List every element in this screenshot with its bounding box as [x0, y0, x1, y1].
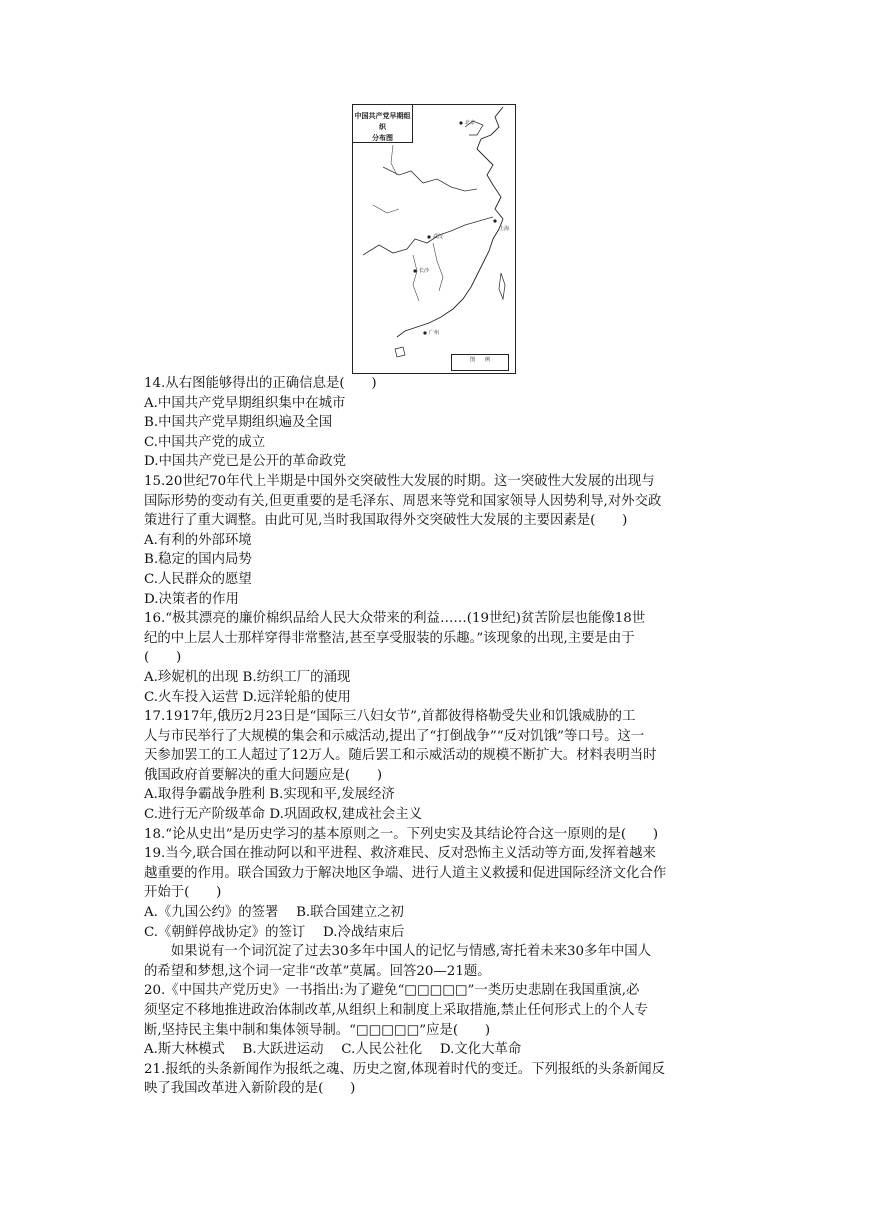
text-line: 如果说有一个词沉淀了过去30多年中国人的记忆与情感,寄托着未来30多年中国人	[170, 944, 652, 960]
text-line: C.中国共产党的成立	[144, 434, 266, 450]
text-line: C.《朝鲜停战协定》的签订 D.冷战结束后	[144, 924, 405, 940]
text-line: A.《九国公约》的签署 B.联合国建立之初	[144, 905, 404, 921]
text-line: A.取得争霸战争胜利 B.实现和平,发展经济	[144, 787, 395, 803]
text-line: ( )	[144, 650, 182, 666]
text-line: A.斯大林模式 B.大跃进运动 C.人民公社化 D.文化大革命	[144, 1042, 522, 1058]
text-line: A.中国共产党早期组织集中在城市	[144, 395, 346, 411]
text-line: C.进行无产阶级革命 D.巩固政权,建成社会主义	[144, 807, 423, 823]
text-line: 策进行了重大调整。由此可见,当时我国取得外交突破性大发展的主要因素是( )	[144, 513, 628, 529]
text-line: D.中国共产党已是公开的革命政党	[144, 454, 346, 470]
text-line: B.中国共产党早期组织遍及全国	[144, 415, 333, 431]
text-line: 越重要的作用。联合国致力于解决地区争端、进行人道主义救援和促进国际经济文化合作	[144, 865, 667, 881]
text-line: B.稳定的国内局势	[144, 552, 252, 568]
city-label-shanghai: 上海	[499, 226, 510, 232]
text-line: 天参加罢工的工人超过了12万人。随后罢工和示威活动的规模不断扩大。材料表明当时	[144, 748, 657, 764]
map-title-line2: 分布图	[372, 134, 393, 142]
text-line: 17.1917年,俄历2月23日是“国际三八妇女节”,首都彼得格勒受失业和饥饿威胁的工	[144, 709, 636, 725]
map-title	[353, 105, 413, 143]
text-line: 21.报纸的头条新闻作为报纸之魂、历史之窗,体现着时代的变迁。下列报纸的头条新闻反	[144, 1061, 666, 1077]
legend-title: 图 例	[469, 357, 490, 363]
text-line: D.决策者的作用	[144, 591, 239, 607]
text-line: C.人民群众的愿望	[144, 571, 252, 587]
text-line: 16.“极其漂亮的廉价棉织品给人民大众带来的利益……(19世纪)贫苦阶层也能像18世	[144, 611, 646, 627]
question-text	[144, 374, 734, 1099]
text-line: 纪的中上层人士那样穿得非常整洁,甚至享受服装的乐趣。”该现象的出现,主要是由于	[144, 630, 635, 646]
party-distribution-map	[352, 104, 516, 374]
text-line: 20.《中国共产党历史》一书指出:为了避免“□□□□□”一类历史悲剧在我国重演,必	[144, 983, 640, 999]
text-line: 人与市民举行了大规模的集会和示威活动,提出了“打倒战争”“反对饥饿”等口号。这一	[144, 728, 645, 744]
text-line: 开始于( )	[144, 885, 222, 901]
text-line: 须坚定不移地推进政治体制改革,从组织上和制度上采取措施,禁止任何形式上的个人专	[144, 1003, 648, 1018]
text-line: 国际形势的变动有关,但更重要的是毛泽东、周恩来等党和国家领导人因势利导,对外交政	[144, 493, 662, 509]
text-line: 俄国政府首要解决的重大问题应是( )	[144, 767, 383, 783]
text-line: A.珍妮机的出现 B.纺织工厂的涌现	[144, 669, 351, 685]
city-label-changsha: 长沙	[419, 268, 430, 274]
map-title-line1: 中国共产党早期组织	[354, 112, 411, 131]
map-legend	[451, 354, 509, 371]
text-line: C.火车投入运营 D.远洋轮船的使用	[144, 689, 351, 705]
text-line: 的希望和梦想,这个词一定非“改革”莫属。回答20—21题。	[144, 963, 491, 979]
text-line: 15.20世纪70年代上半期是中国外交突破性大发展的时期。这一突破性大发展的出现与	[144, 473, 655, 489]
city-label-wuhan: 武汉	[433, 234, 444, 240]
text-line: 19.当今,联合国在推动阿以和平进程、救济难民、反对恐怖主义活动等方面,发挥着越来	[144, 846, 656, 862]
text-line: A.有利的外部环境	[144, 532, 252, 548]
text-line: 映了我国改革进入新阶段的是( )	[144, 1081, 356, 1097]
text-line: 断,坚持民主集中制和集体领导制。“□□□□□”应是( )	[144, 1022, 491, 1038]
text-line: 14.从右图能够得出的正确信息是( )	[144, 376, 377, 391]
city-label-guangzhou: 广州	[429, 330, 440, 336]
city-label-beijing: 北京	[465, 120, 476, 126]
text-line: 18.“论从史出”是历史学习的基本原则之一。下列史实及其结论符合这一原则的是( )	[144, 826, 659, 842]
